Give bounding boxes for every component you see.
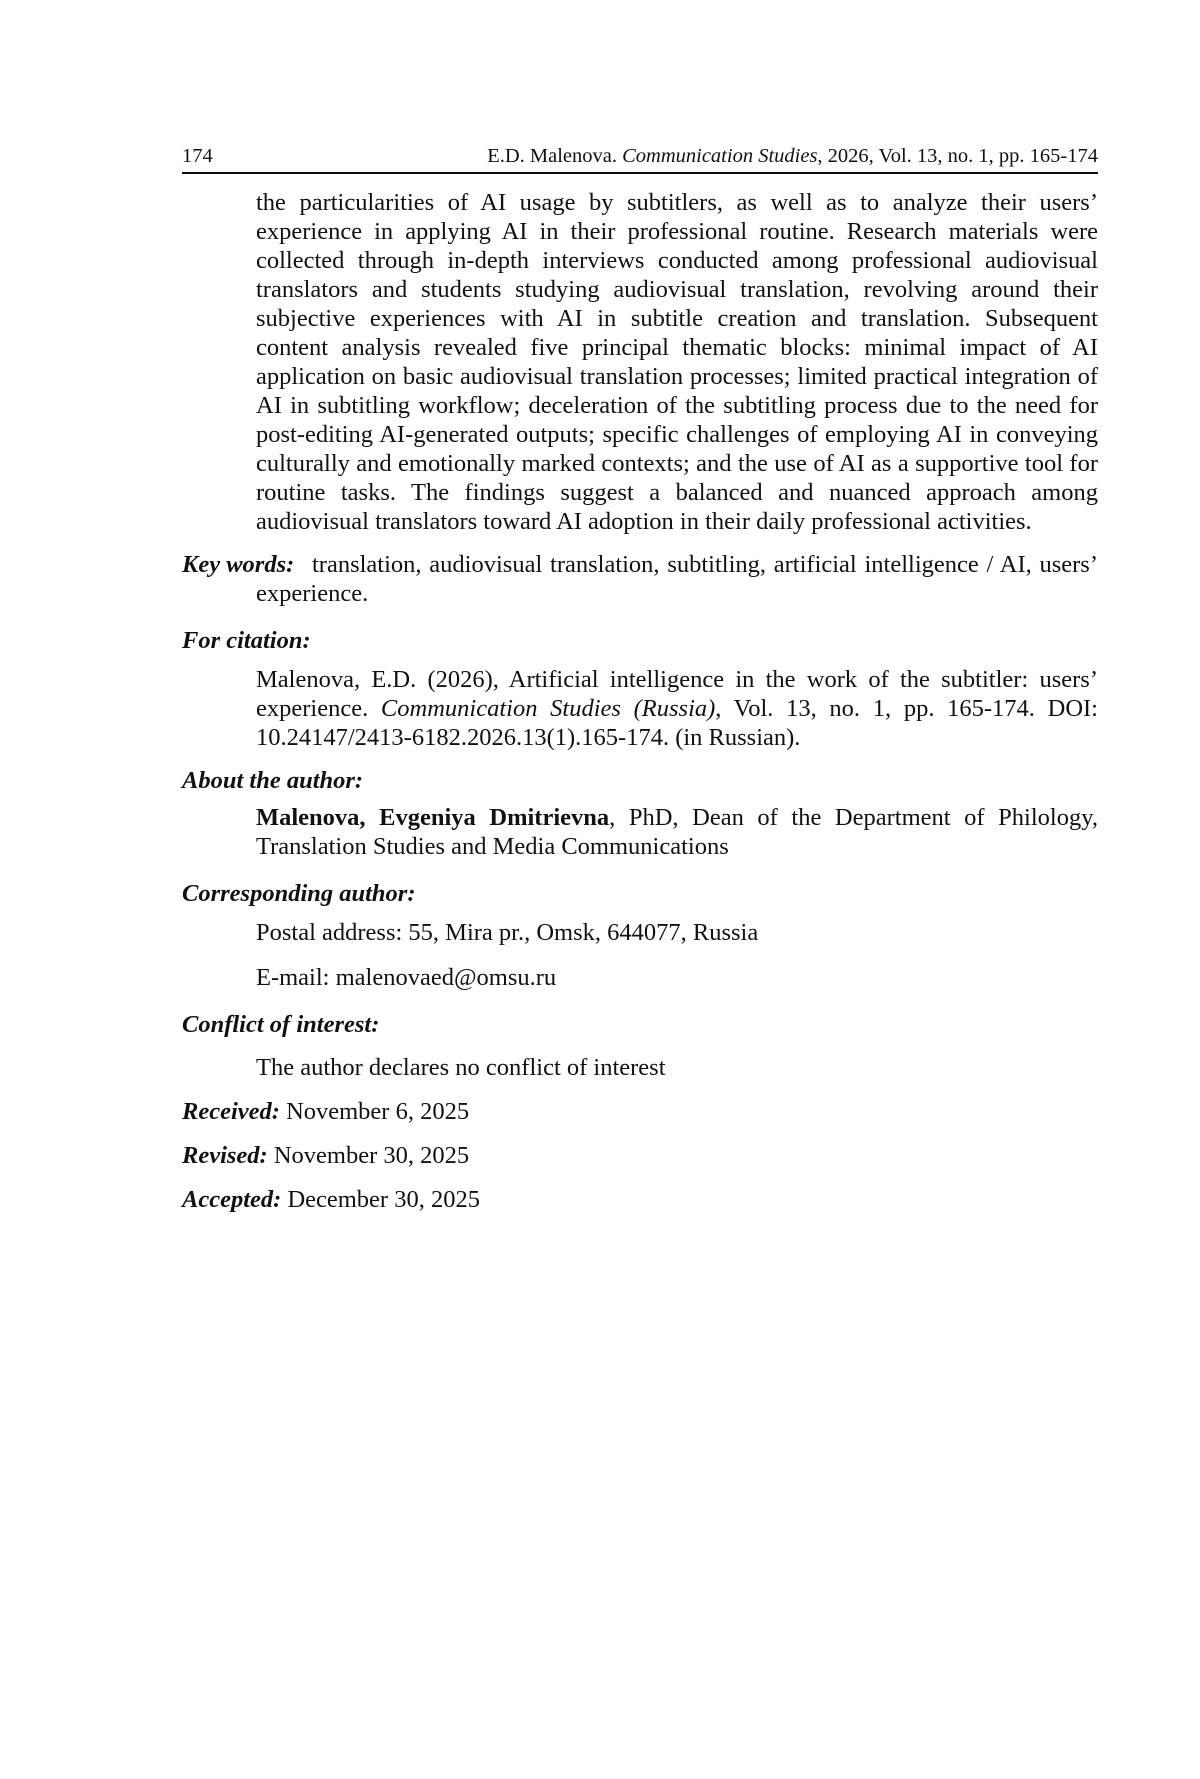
- keywords-text: [182, 550, 1098, 608]
- page-content: [182, 188, 1098, 1214]
- page-number: 174: [182, 145, 213, 167]
- accepted-value: December 30, 2025: [281, 1186, 480, 1213]
- citation-journal: Communication Studies (Russia): [380, 695, 716, 722]
- author-details: , PhD, Dean of the Department of Philology, Translation Studies and Media Communications: [256, 804, 1098, 860]
- running-header: [182, 142, 1098, 174]
- received-date: [182, 1097, 1098, 1126]
- citation-reference: Malenova, E.D. (2026), Artificial intelligence in the work of the subtitler: users’ experience.: [256, 666, 1098, 722]
- citation-text: [182, 665, 1098, 752]
- corresponding-author-label: Corresponding author:: [182, 880, 416, 907]
- about-author-text: [182, 803, 1098, 861]
- header-citation-suffix: , 2026, Vol. 13, no. 1, pp. 165-174: [817, 145, 1098, 167]
- revised-value: November 30, 2025: [267, 1142, 470, 1169]
- accepted-date: [182, 1185, 1098, 1214]
- accepted-label: Accepted:: [182, 1186, 282, 1213]
- postal-address: Postal address: 55, Mira pr., Omsk, 644077, Russia: [256, 919, 759, 946]
- header-citation: [182, 142, 1098, 170]
- revised-label: Revised:: [182, 1142, 268, 1169]
- keywords-label: Key words:: [182, 551, 295, 578]
- received-label: Received:: [182, 1098, 280, 1125]
- revised-date: [182, 1141, 1098, 1170]
- author-name: Malenova, Evgeniya Dmitrievna: [256, 804, 610, 831]
- header-journal-title: Communication Studies: [622, 145, 818, 167]
- citation-label: For citation:: [182, 627, 311, 654]
- conflict-of-interest-text: The author declares no conflict of interest: [256, 1054, 666, 1081]
- received-value: November 6, 2025: [279, 1098, 470, 1125]
- conflict-of-interest-label: Conflict of interest:: [182, 1011, 380, 1038]
- email-address: E-mail: malenovaed@omsu.ru: [256, 964, 557, 991]
- header-citation-prefix: E.D. Malenova.: [487, 145, 623, 167]
- about-author-label: About the author:: [182, 767, 364, 794]
- keywords-value: translation, audiovisual translation, subtitling, artificial intelligence / AI, users’ experience.: [256, 551, 1098, 607]
- keywords-block: [182, 550, 1098, 608]
- abstract-continuation: the particularities of AI usage by subtitlers, as well as to analyze their users’ experience in applying AI in their professional routine. Research materials were collected through in-depth interviews conducted among professional audiovisual translators and students studying audiovisual translation, revolving around their subjective experiences with AI in subtitle creation and translation. Subsequent content analysis revealed five principal thematic blocks: minimal impact of AI application on basic audiovisual translation processes; limited practical integration of AI in subtitling workflow; deceleration of the subtitling process due to the need for post-editing AI-generated outputs; specific challenges of employing AI in conveying culturally and emotionally marked contexts; and the use of AI as a supportive tool for routine tasks. The findings suggest a balanced and nuanced approach among audiovisual translators toward AI adoption in their daily professional activities.: [256, 189, 1098, 535]
- citation-details: , Vol. 13, no. 1, pp. 165-174. DOI: 10.24147/2413-6182.2026.13(1).165-174. (in Russian).: [256, 695, 1098, 751]
